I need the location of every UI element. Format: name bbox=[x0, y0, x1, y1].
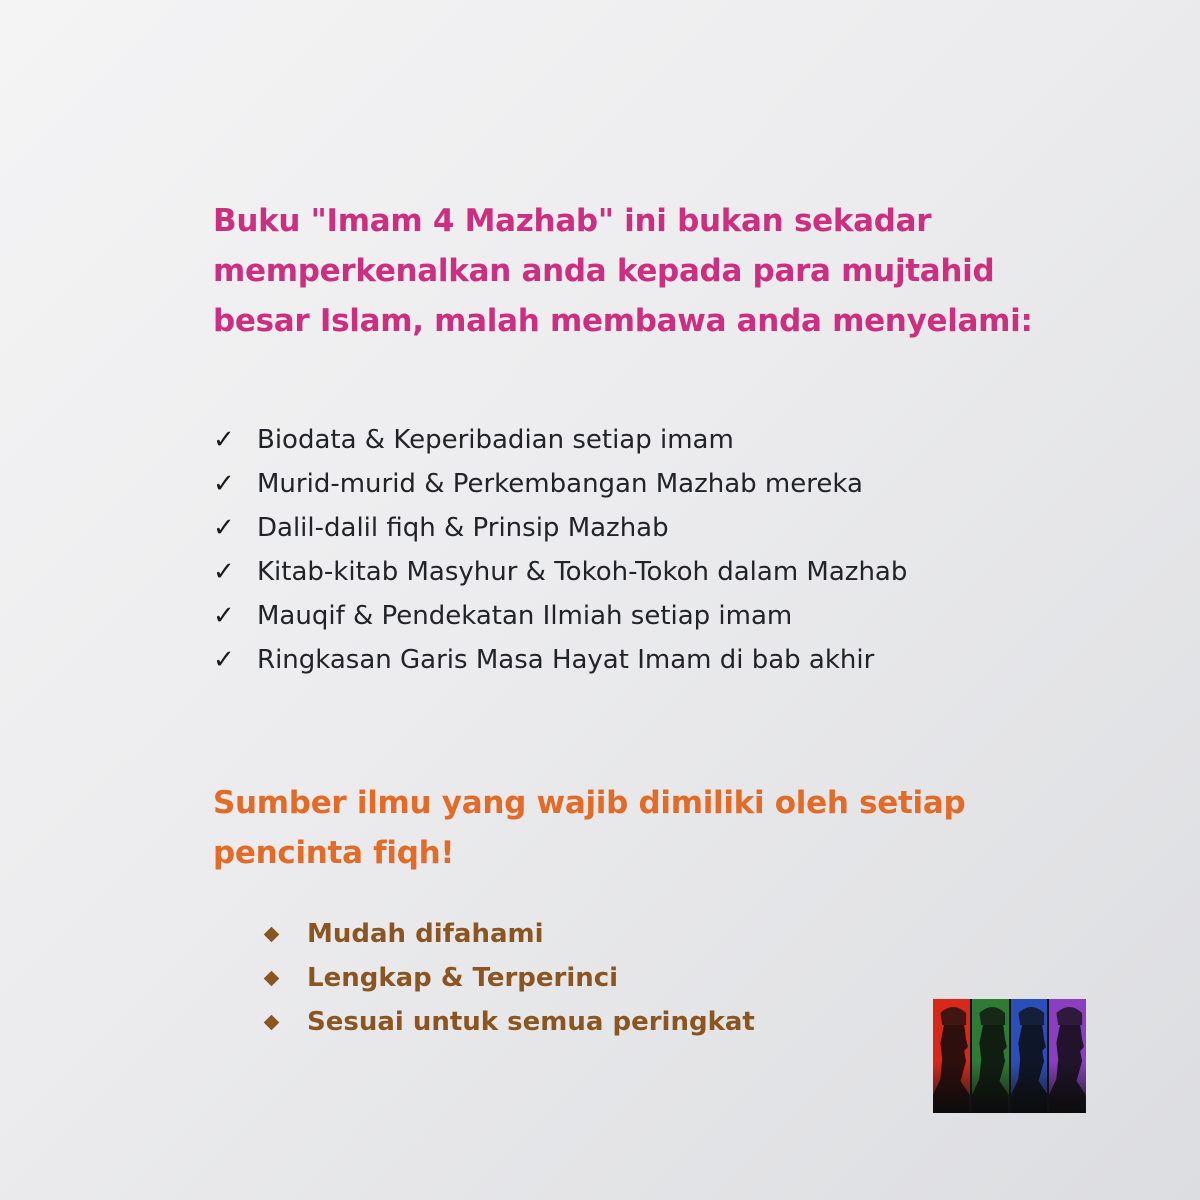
feature-item bbox=[264, 912, 755, 956]
turban-shape bbox=[1057, 1007, 1083, 1025]
face-profile-shape bbox=[1011, 1025, 1048, 1113]
list-item-label: Kitab-kitab Masyhur & Tokoh-Tokoh dalam Mazhab bbox=[257, 557, 908, 587]
face-profile-shape bbox=[933, 1025, 970, 1113]
feature-item-label: Lengkap & Terperinci bbox=[307, 963, 619, 993]
silhouette-icon bbox=[1049, 999, 1086, 1113]
feature-item bbox=[264, 1000, 755, 1044]
list-item bbox=[213, 638, 907, 682]
tagline-heading: Sumber ilmu yang wajib dimiliki oleh setiap pencinta fiqh! bbox=[213, 785, 966, 871]
list-item bbox=[213, 462, 907, 506]
imam-portrait-panel-4 bbox=[1049, 999, 1086, 1113]
silhouette-icon bbox=[933, 999, 970, 1113]
list-item-label: Mauqif & Pendekatan Ilmiah setiap imam bbox=[257, 601, 793, 631]
feature-list bbox=[264, 912, 755, 1044]
content-checklist bbox=[213, 418, 907, 682]
intro-paragraph: Buku "Imam 4 Mazhab" ini bukan sekadar memperkenalkan anda kepada para mujtahid besar Islam, malah membawa anda menyelami: bbox=[213, 203, 1033, 339]
list-item bbox=[213, 506, 907, 550]
turban-shape bbox=[940, 1007, 966, 1025]
check-icon: ✓ bbox=[213, 557, 235, 587]
check-icon: ✓ bbox=[213, 513, 235, 543]
face-profile-shape bbox=[1049, 1025, 1086, 1113]
silhouette-icon bbox=[1011, 999, 1048, 1113]
feature-item-label: Sesuai untuk semua peringkat bbox=[307, 1007, 755, 1037]
list-item-label: Ringkasan Garis Masa Hayat Imam di bab akhir bbox=[257, 645, 875, 675]
feature-item bbox=[264, 956, 755, 1000]
diamond-icon bbox=[264, 926, 280, 942]
turban-shape bbox=[979, 1007, 1005, 1025]
book-cover-thumbnail bbox=[933, 999, 1086, 1113]
list-item-label: Murid-murid & Perkembangan Mazhab mereka bbox=[257, 469, 863, 499]
check-icon: ✓ bbox=[213, 601, 235, 631]
imam-portrait-panel-1 bbox=[933, 999, 970, 1113]
list-item-label: Biodata & Keperibadian setiap imam bbox=[257, 425, 734, 455]
list-item bbox=[213, 594, 907, 638]
check-icon: ✓ bbox=[213, 469, 235, 499]
list-item bbox=[213, 418, 907, 462]
imam-portrait-panel-2 bbox=[972, 999, 1009, 1113]
list-item bbox=[213, 550, 907, 594]
face-profile-shape bbox=[972, 1025, 1009, 1113]
list-item-label: Dalil-dalil fiqh & Prinsip Mazhab bbox=[257, 513, 669, 543]
feature-item-label: Mudah difahami bbox=[307, 919, 544, 949]
imam-portrait-panel-3 bbox=[1011, 999, 1048, 1113]
silhouette-icon bbox=[972, 999, 1009, 1113]
check-icon: ✓ bbox=[213, 645, 235, 675]
check-icon: ✓ bbox=[213, 425, 235, 455]
diamond-icon bbox=[264, 970, 280, 986]
turban-shape bbox=[1018, 1007, 1044, 1025]
diamond-icon bbox=[264, 1014, 280, 1030]
